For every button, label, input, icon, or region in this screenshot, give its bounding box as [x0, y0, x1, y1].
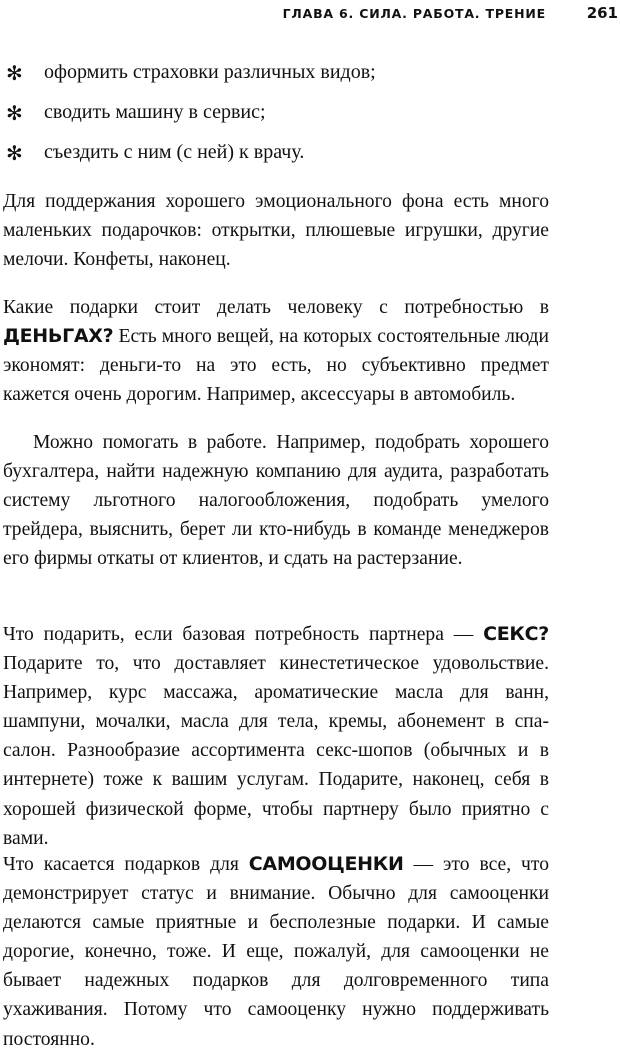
- page-number: 261: [586, 4, 618, 22]
- bullet-list: [0, 52, 620, 172]
- keyword-money: ДЕНЬГАХ?: [3, 325, 114, 348]
- paragraph-sex-gifts: [3, 620, 549, 853]
- list-item: [0, 92, 620, 132]
- keyword-self-esteem: САМООЦЕНКИ: [248, 853, 404, 875]
- paragraph-text: Какие подарки стоит делать человеку с потребностью в: [3, 297, 549, 318]
- list-item: [0, 52, 620, 92]
- paragraph-emotional-gifts: Для поддержания хорошего эмоционального фона есть много маленьких подарочков: открытки, плюшевые игрушки, другие мелочи. Конфеты, наконец.: [3, 191, 549, 271]
- paragraph-self-esteem-gifts: [3, 850, 549, 1054]
- list-item-text: съездить с ним (с ней) к врачу.: [44, 141, 305, 163]
- list-item-text: сводить машину в сервис;: [44, 101, 266, 123]
- paragraph-text: Что подарить, если базовая потребность партнера —: [3, 624, 484, 645]
- paragraph-work-help: Можно помогать в работе. Например, подобрать хорошего бухгалтера, найти надежную компанию для аудита, разработать систему льготного налогообложения, подобрать умелого трейдера, выяснить, берет ли кто-нибудь в команде менеджеров его фирмы откаты от клиентов, и сдать на растерзание.: [3, 432, 549, 570]
- paragraph-money-gifts: [3, 293, 549, 409]
- paragraph-text: Что касается подарков для: [3, 854, 249, 875]
- asterisk-bullet-icon: ✻: [6, 63, 23, 85]
- chapter-title: ГЛАВА 6. СИЛА. РАБОТА. ТРЕНИЕ: [282, 6, 546, 21]
- keyword-sex: СЕКС?: [483, 623, 549, 645]
- paragraph-text: Подарите то, что доставляет кинестетическое удовольствие. Например, курс массажа, ароматические масла для ванн, шампуни, мочалки, масла для тела, кремы, абонемент в спа-салон. Разнообразие ассортимента секс-шопов (обычных и в интернете) тоже к вашим услугам. Подарите, наконец, себя в хорошей физической форме, чтобы партнеру было приятно с вами.: [3, 653, 549, 849]
- paragraph-text: Есть много вещей, на которых состоятельные люди экономят: деньги-то на это есть, но субъективно предмет кажется очень дорогим. Например, аксессуары в автомобиль.: [3, 326, 549, 406]
- paragraph-text: — это все, что демонстрирует статус и внимание. Обычно для самооценки делаются самые приятные и бесполезные подарки. И самые дорогие, конечно, тоже. И еще, пожалуй, для самооценки не бывает надежных подарков для долговременного типа ухаживания. Потому что самооценку нужно поддерживать постоянно.: [3, 854, 549, 1050]
- asterisk-bullet-icon: ✻: [6, 103, 23, 125]
- asterisk-bullet-icon: ✻: [6, 143, 23, 165]
- list-item: [0, 132, 620, 172]
- running-header: [0, 4, 620, 24]
- list-item-text: оформить страховки различных видов;: [44, 61, 376, 83]
